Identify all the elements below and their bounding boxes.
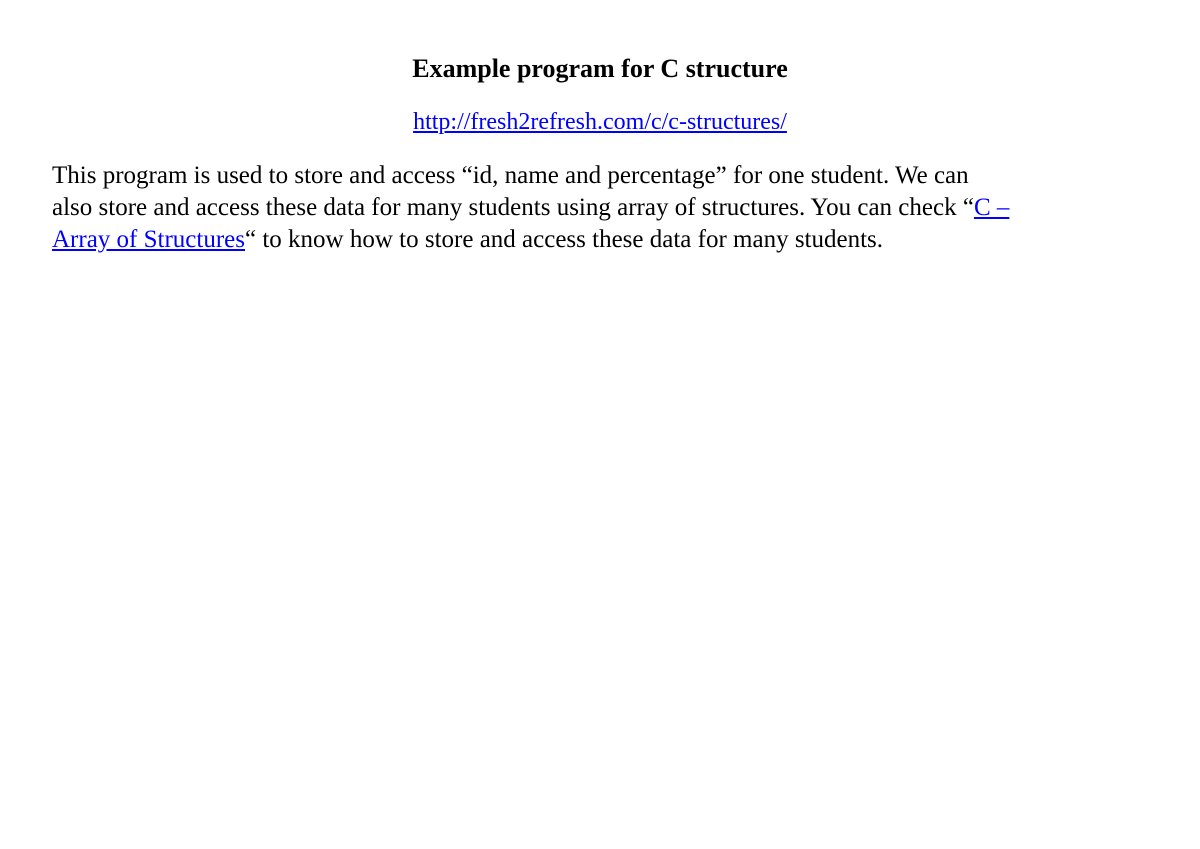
paragraph-line-2: also store and access these data for many students using array of structures. You can check “ (52, 194, 974, 221)
paragraph-line-3: “ to know how to store and access these data for many students. (245, 226, 884, 253)
document-title: Example program for C structure (412, 54, 788, 83)
source-url-line (0, 107, 1200, 137)
source-url-link[interactable]: http://fresh2refresh.com/c/c-structures/ (413, 109, 787, 135)
array-of-structures-link-part-2[interactable]: Array of Structures (52, 226, 245, 253)
paragraph-line-1: This program is used to store and access “id, name and percentage” for one student. We can (52, 162, 969, 189)
description-paragraph (52, 160, 1162, 256)
array-of-structures-link-part-1[interactable]: C – (973, 194, 1010, 221)
